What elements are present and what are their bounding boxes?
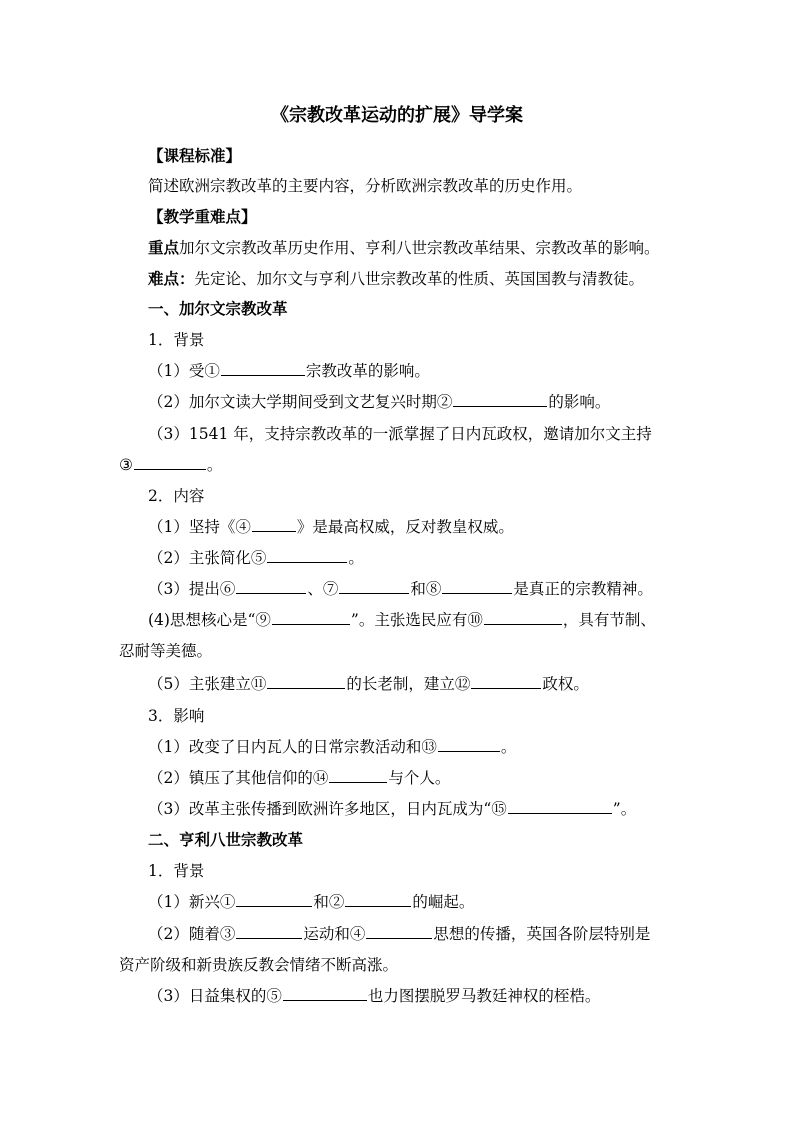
part1-impact-item-3: （3）改革主张传播到欧洲许多地区，日内瓦成为“⑮ ”。 [148, 794, 636, 824]
part1-heading: 一、加尔文宗教改革 [148, 300, 288, 318]
fill-blank[interactable] [339, 575, 409, 594]
part2-bg-item-3: （3）日益集权的⑤ 也力图摆脱罗马教廷神权的桎梏。 [148, 981, 600, 1011]
fill-blank[interactable] [252, 513, 296, 532]
part1-content-item-3: （3）提出⑥ 、⑦ 和⑧ 是真正的宗教精神。 [148, 574, 653, 604]
fill-blank[interactable] [345, 888, 411, 907]
fill-blank[interactable] [134, 451, 206, 470]
part1-content-item-4-cont: 忍耐等美德。 [119, 642, 213, 660]
fill-blank[interactable] [453, 388, 547, 407]
part1-bg-item-3-cont: ③ 。 [119, 450, 222, 480]
fill-blank[interactable] [471, 670, 541, 689]
key-points-label: 重点 [148, 239, 180, 257]
fill-blank[interactable] [267, 544, 347, 563]
part2-heading: 二、亨利八世宗教改革 [148, 831, 304, 849]
part1-impact-item-2: （2）镇压了其他信仰的⑭ 与个人。 [148, 763, 450, 793]
difficult-points-label: 难点： [148, 270, 195, 288]
part2-bg-item-2: （2）随着③ 运动和④ 思想的传播，英国各阶层特别是 [148, 919, 650, 949]
part1-impact-item-1: （1）改变了日内瓦人的日常宗教活动和⑬ 。 [148, 732, 516, 762]
fill-blank[interactable] [329, 764, 387, 783]
section-key-difficult-points: 【教学重难点】 [148, 208, 257, 226]
key-points-line [148, 233, 660, 263]
fill-blank[interactable] [236, 920, 302, 939]
part1-content-item-1: （1）坚持《④ 》是最高权威，反对教皇权威。 [148, 512, 514, 542]
part2-bg-item-1: （1）新兴① 和② 的崛起。 [148, 887, 474, 917]
part1-content-item-5: （5）主张建立⑪ 的长老制，建立⑫ 政权。 [148, 669, 589, 699]
part1-background-heading: 1．背景 [148, 331, 205, 349]
fill-blank[interactable] [484, 606, 562, 625]
part1-impact-heading: 3．影响 [148, 707, 205, 725]
fill-blank[interactable] [272, 606, 350, 625]
fill-blank[interactable] [438, 733, 500, 752]
key-points-text: 加尔文宗教改革历史作用、亨利八世宗教改革结果、宗教改革的影响。 [179, 239, 660, 257]
fill-blank[interactable] [508, 795, 612, 814]
part1-content-heading: 2．内容 [148, 487, 205, 505]
fill-blank[interactable] [236, 888, 312, 907]
part1-content-item-4: (4)思想核心是“⑨ ”。主张选民应有⑩ ，具有节制、 [148, 605, 656, 635]
part1-bg-item-1: （1）受① 宗教改革的影响。 [148, 356, 430, 386]
curriculum-standard-text: 简述欧洲宗教改革的主要内容，分析欧洲宗教改革的历史作用。 [148, 177, 583, 195]
fill-blank[interactable] [221, 357, 305, 376]
difficult-points-line [148, 264, 644, 294]
fill-blank[interactable] [267, 670, 345, 689]
part2-bg-item-2-cont: 资产阶级和新贵族反教会情绪不断高涨。 [119, 956, 399, 974]
fill-blank[interactable] [366, 920, 432, 939]
part2-background-heading: 1．背景 [148, 862, 205, 880]
part1-content-item-2: （2）主张简化⑤ 。 [148, 543, 364, 573]
part1-bg-item-3: （3）1541 年，支持宗教改革的一派掌握了日内瓦政权，邀请加尔文主持 [148, 425, 652, 443]
part1-bg-item-2: （2）加尔文读大学期间受到文艺复兴时期② 的影响。 [148, 387, 610, 417]
difficult-points-text: 先定论、加尔文与亨利八世宗教改革的性质、英国国教与清教徒。 [194, 270, 645, 288]
fill-blank[interactable] [283, 982, 367, 1001]
fill-blank[interactable] [236, 575, 306, 594]
fill-blank[interactable] [442, 575, 512, 594]
document-title: 《宗教改革运动的扩展》导学案 [271, 105, 523, 126]
section-curriculum-standard: 【课程标准】 [148, 147, 242, 165]
